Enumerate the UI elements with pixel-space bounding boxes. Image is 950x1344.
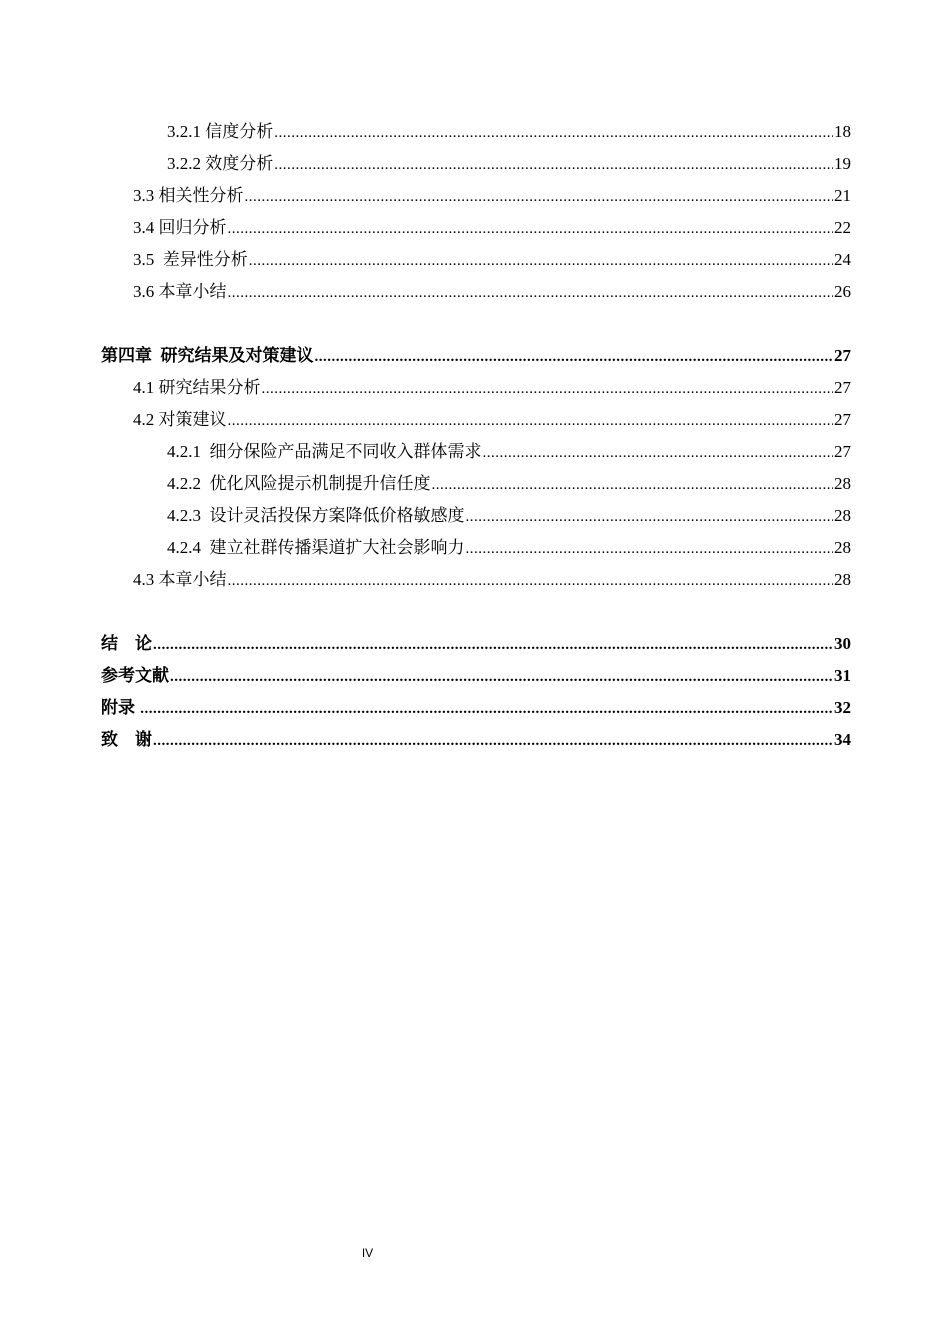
toc-entry-4-3[interactable] [101,564,851,596]
toc-entry-label: 附录 [101,698,140,717]
toc-dot-leader [245,181,834,213]
toc-dot-leader [153,629,833,661]
toc-entry-conclusion[interactable] [101,628,851,660]
toc-entry-references[interactable] [101,660,851,692]
toc-dot-leader [315,341,834,373]
toc-entry-label: 3.4 回归分析 [133,218,227,237]
toc-entry-label: 4.2.1 细分保险产品满足不同收入群体需求 [167,442,482,461]
toc-entry-page: 18 [834,122,851,141]
toc-entry-4-2-4[interactable] [101,532,851,564]
toc-entry-page: 27 [834,378,851,397]
toc-entry-4-2[interactable] [101,404,851,436]
toc-entry-label: 参考文献 [101,666,169,685]
toc-entry-label: 3.5 差异性分析 [133,250,248,269]
toc-entry-page: 28 [834,506,851,525]
toc-entry-page: 28 [834,474,851,493]
toc-entry-4-1[interactable] [101,372,851,404]
toc-dot-leader [483,437,834,469]
toc-entry-appendix[interactable] [101,692,851,724]
toc-entry-page: 28 [834,570,851,589]
page-number: IV [361,1246,374,1260]
toc-dot-leader [466,501,834,533]
toc-entry-page: 28 [834,538,851,557]
toc-entry-label: 致 谢 [101,730,152,749]
toc-entry-page: 27 [834,410,851,429]
toc-entry-page: 19 [834,154,851,173]
toc-entry-page: 21 [834,186,851,205]
table-of-contents [101,116,851,756]
toc-entry-page: 31 [834,666,851,685]
toc-entry-3-5[interactable] [101,244,851,276]
toc-dot-leader [228,565,834,597]
toc-entry-acknowledgements[interactable] [101,724,851,756]
toc-entry-3-6[interactable] [101,276,851,308]
toc-entry-page: 26 [834,282,851,301]
toc-dot-leader [262,373,834,405]
toc-entry-label: 3.3 相关性分析 [133,186,244,205]
toc-entry-4-2-3[interactable] [101,500,851,532]
toc-dot-leader [140,693,833,725]
toc-dot-leader [274,117,833,149]
toc-entry-label: 结 论 [101,634,152,653]
toc-entry-label: 3.6 本章小结 [133,282,227,301]
toc-entry-3-3[interactable] [101,180,851,212]
toc-dot-leader [228,277,834,309]
toc-dot-leader [153,725,833,757]
toc-entry-label: 4.1 研究结果分析 [133,378,261,397]
toc-dot-leader [249,245,833,277]
toc-entry-label: 3.2.1 信度分析 [167,122,274,141]
toc-entry-label: 4.2.3 设计灵活投保方案降低价格敏感度 [167,506,465,525]
toc-entry-4-2-1[interactable] [101,436,851,468]
toc-entry-3-2-1[interactable] [101,116,851,148]
toc-entry-page: 32 [834,698,851,717]
toc-entry-page: 24 [834,250,851,269]
toc-dot-leader [228,405,834,437]
toc-entry-chapter-4[interactable] [101,340,851,372]
toc-dot-leader [432,469,834,501]
toc-entry-3-2-2[interactable] [101,148,851,180]
toc-dot-leader [228,213,834,245]
toc-entry-3-4[interactable] [101,212,851,244]
toc-entry-page: 34 [834,730,851,749]
toc-entry-label: 3.2.2 效度分析 [167,154,274,173]
toc-dot-leader [274,149,833,181]
toc-entry-page: 27 [834,346,851,365]
toc-entry-4-2-2[interactable] [101,468,851,500]
toc-dot-leader [170,661,833,693]
toc-entry-label: 第四章 研究结果及对策建议 [101,346,314,365]
toc-entry-label: 4.2 对策建议 [133,410,227,429]
toc-entry-page: 30 [834,634,851,653]
toc-dot-leader [466,533,834,565]
toc-entry-page: 27 [834,442,851,461]
toc-entry-label: 4.3 本章小结 [133,570,227,589]
toc-entry-label: 4.2.2 优化风险提示机制提升信任度 [167,474,431,493]
toc-entry-page: 22 [834,218,851,237]
toc-entry-label: 4.2.4 建立社群传播渠道扩大社会影响力 [167,538,465,557]
